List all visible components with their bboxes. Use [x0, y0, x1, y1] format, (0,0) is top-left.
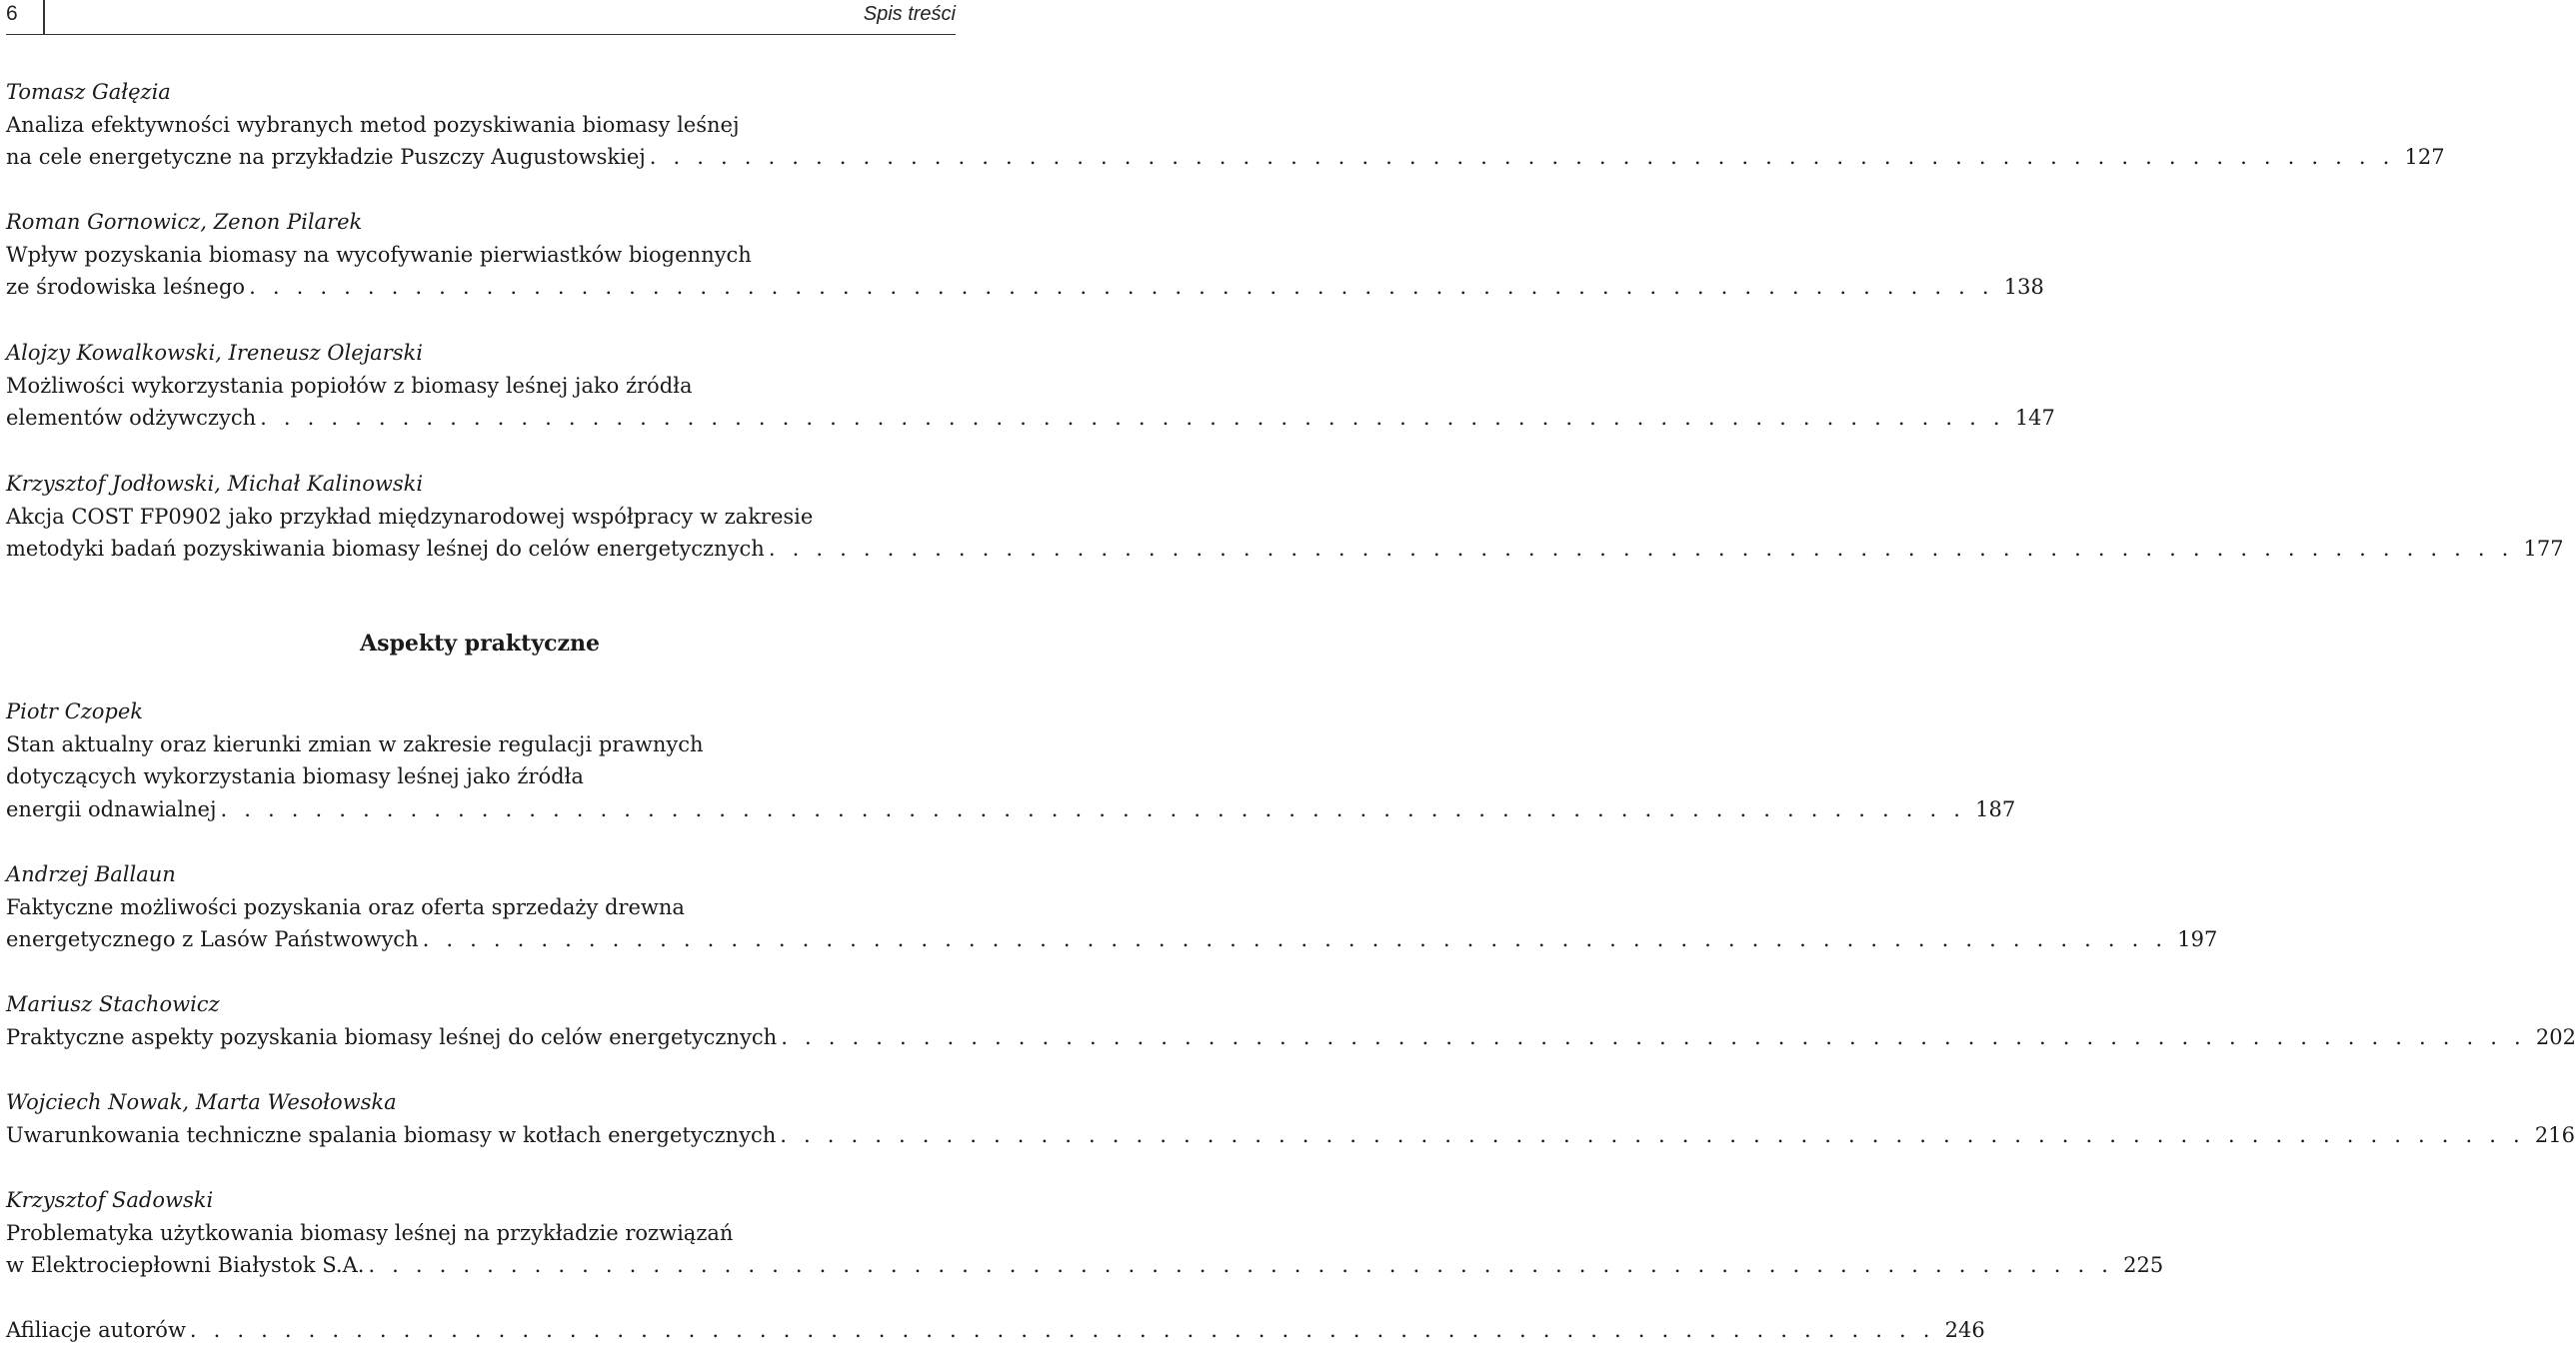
entry-title-text: w Elektrociepłowni Białystok S.A.	[6, 1249, 368, 1282]
toc-entry[interactable]	[6, 76, 2445, 174]
entry-title-line: Wpływ pozyskania biomasy na wycofywanie pierwiastków biogennych	[6, 242, 752, 267]
entry-page-number[interactable]: 246	[1944, 1318, 1985, 1342]
entry-title-line: Analiza efektywności wybranych metod pozyskiwania biomasy leśnej	[6, 112, 740, 137]
toc-entry[interactable]	[6, 337, 2055, 435]
toc-entry[interactable]	[6, 1086, 2575, 1151]
entry-title-last-line	[6, 923, 2218, 956]
dot-leader: . . . . . . . . . . . . . . . . . . . . . . . . . . . . . . . . . . . . . . . . . . . . . . . . . . . . . . . . . . . . . . . . . . . . . . . . . .	[249, 275, 1994, 300]
toc-entry[interactable]	[6, 988, 2576, 1053]
dot-leader: . . . . . . . . . . . . . . . . . . . . . . . . . . . . . . . . . . . . . . . . . . . . . . . . . . . . . . . . . . . . . . . . . . . . . . . . . .	[780, 1122, 2525, 1147]
dot-leader: . . . . . . . . . . . . . . . . . . . . . . . . . . . . . . . . . . . . . . . . . . . . . . . . . . . . . . . . . . . . . . . . . . . . . . . . . .	[260, 406, 2005, 431]
entry-page-number[interactable]: 187	[1975, 796, 2016, 821]
toc-entry[interactable]	[6, 468, 2564, 566]
toc-entry[interactable]	[6, 206, 2044, 304]
entry-title-line: Stan aktualny oraz kierunki zmian w zakresie regulacji prawnych	[6, 731, 704, 756]
dot-leader: . . . . . . . . . . . . . . . . . . . . . . . . . . . . . . . . . . . . . . . . . . . . . . . . . . . . . . . . . . . . . . . . . . . . . . . . . .	[220, 796, 1966, 821]
entry-title-line: Akcja COST FP0902 jako przykład międzynarodowej współpracy w zakresie	[6, 504, 814, 529]
toc-entry[interactable]	[6, 858, 2218, 956]
entry-author: Mariusz Stachowicz	[6, 992, 220, 1016]
header-divider	[43, 0, 45, 34]
entry-title-text: Praktyczne aspekty pozyskania biomasy leśnej do celów energetycznych	[6, 1021, 781, 1054]
page-number: 6	[6, 2, 18, 25]
entry-author: Wojciech Nowak, Marta Wesołowska	[6, 1090, 397, 1114]
entry-title-last-line	[6, 141, 2445, 174]
entry-page-number[interactable]: 197	[2177, 927, 2218, 952]
entry-page-number[interactable]: 202	[2535, 1024, 2576, 1049]
entry-page-number[interactable]: 127	[2404, 145, 2445, 170]
entry-title-last-line	[6, 402, 2055, 435]
toc-entry[interactable]	[6, 695, 2016, 825]
entry-author: Andrzej Ballaun	[6, 862, 176, 886]
entry-title-text: metodyki badań pozyskiwania biomasy leśnej do celów energetycznych	[6, 533, 769, 566]
entry-page-number[interactable]: 147	[2014, 406, 2055, 431]
entry-author: Krzysztof Jodłowski, Michał Kalinowski	[6, 472, 424, 496]
entry-author: Tomasz Gałęzia	[6, 80, 171, 104]
entry-title-text: ze środowiska leśnego	[6, 271, 249, 304]
entry-page-number[interactable]: 177	[2523, 537, 2564, 562]
entry-author: Krzysztof Sadowski	[6, 1188, 214, 1212]
entry-author: Piotr Czopek	[6, 699, 144, 723]
dot-leader: . . . . . . . . . . . . . . . . . . . . . . . . . . . . . . . . . . . . . . . . . . . . . . . . . . . . . . . . . . . . . . . . . . . . . . . . . .	[189, 1318, 1935, 1342]
entry-title-text: Afiliacje autorów	[6, 1314, 190, 1347]
toc-entry[interactable]	[6, 1184, 2164, 1282]
entry-title-last-line	[6, 533, 2564, 566]
entry-title-line: Możliwości wykorzystania popiołów z biomasy leśnej jako źródła	[6, 373, 693, 398]
part-heading: Aspekty praktyczne	[360, 631, 600, 657]
dot-leader: . . . . . . . . . . . . . . . . . . . . . . . . . . . . . . . . . . . . . . . . . . . . . . . . . . . . . . . . . . . . . . . . . . . . . . . . . .	[649, 145, 2395, 170]
dot-leader: . . . . . . . . . . . . . . . . . . . . . . . . . . . . . . . . . . . . . . . . . . . . . . . . . . . . . . . . . . . . . . . . . . . . . . . . . .	[368, 1253, 2114, 1278]
entry-title-last-line	[6, 1119, 2575, 1152]
entry-title-line: dotyczących wykorzystania biomasy leśnej jako źródła	[6, 764, 584, 789]
entry-author: Roman Gornowicz, Zenon Pilarek	[6, 210, 363, 234]
entry-title-line: Faktyczne możliwości pozyskania oraz oferta sprzedaży drewna	[6, 894, 685, 919]
entry-page-number[interactable]: 138	[2003, 275, 2044, 300]
entry-title-line: Problematyka użytkowania biomasy leśnej na przykładzie rozwiązań	[6, 1220, 734, 1245]
entry-title-last-line	[6, 271, 2044, 304]
entry-title-text: na cele energetyczne na przykładzie Puszczy Augustowskiej	[6, 141, 650, 174]
dot-leader: . . . . . . . . . . . . . . . . . . . . . . . . . . . . . . . . . . . . . . . . . . . . . . . . . . . . . . . . . . . . . . . . . . . . . . . . . .	[422, 927, 2168, 952]
entry-title-last-line	[6, 1021, 2576, 1054]
dot-leader: . . . . . . . . . . . . . . . . . . . . . . . . . . . . . . . . . . . . . . . . . . . . . . . . . . . . . . . . . . . . . . . . . . . . . . . . . .	[768, 537, 2514, 562]
entry-author: Alojzy Kowalkowski, Ireneusz Olejarski	[6, 341, 423, 365]
dot-leader: . . . . . . . . . . . . . . . . . . . . . . . . . . . . . . . . . . . . . . . . . . . . . . . . . . . . . . . . . . . . . . . . . . . . . . . . . .	[781, 1024, 2526, 1049]
entry-title-last-line	[6, 1314, 1985, 1347]
entry-title-text: Uwarunkowania techniczne spalania biomasy w kotłach energetycznych	[6, 1119, 780, 1152]
entry-page-number[interactable]: 225	[2123, 1253, 2164, 1278]
running-title: Spis treści	[863, 3, 956, 25]
toc-entry[interactable]	[6, 1314, 1985, 1347]
entry-page-number[interactable]: 216	[2534, 1122, 2575, 1147]
entry-title-text: elementów odżywczych	[6, 402, 260, 435]
entry-title-text: energii odnawialnej	[6, 793, 221, 826]
page-header	[6, 0, 956, 35]
entry-title-text: energetycznego z Lasów Państwowych	[6, 923, 423, 956]
entry-title-last-line	[6, 1249, 2164, 1282]
entry-title-last-line	[6, 793, 2016, 826]
